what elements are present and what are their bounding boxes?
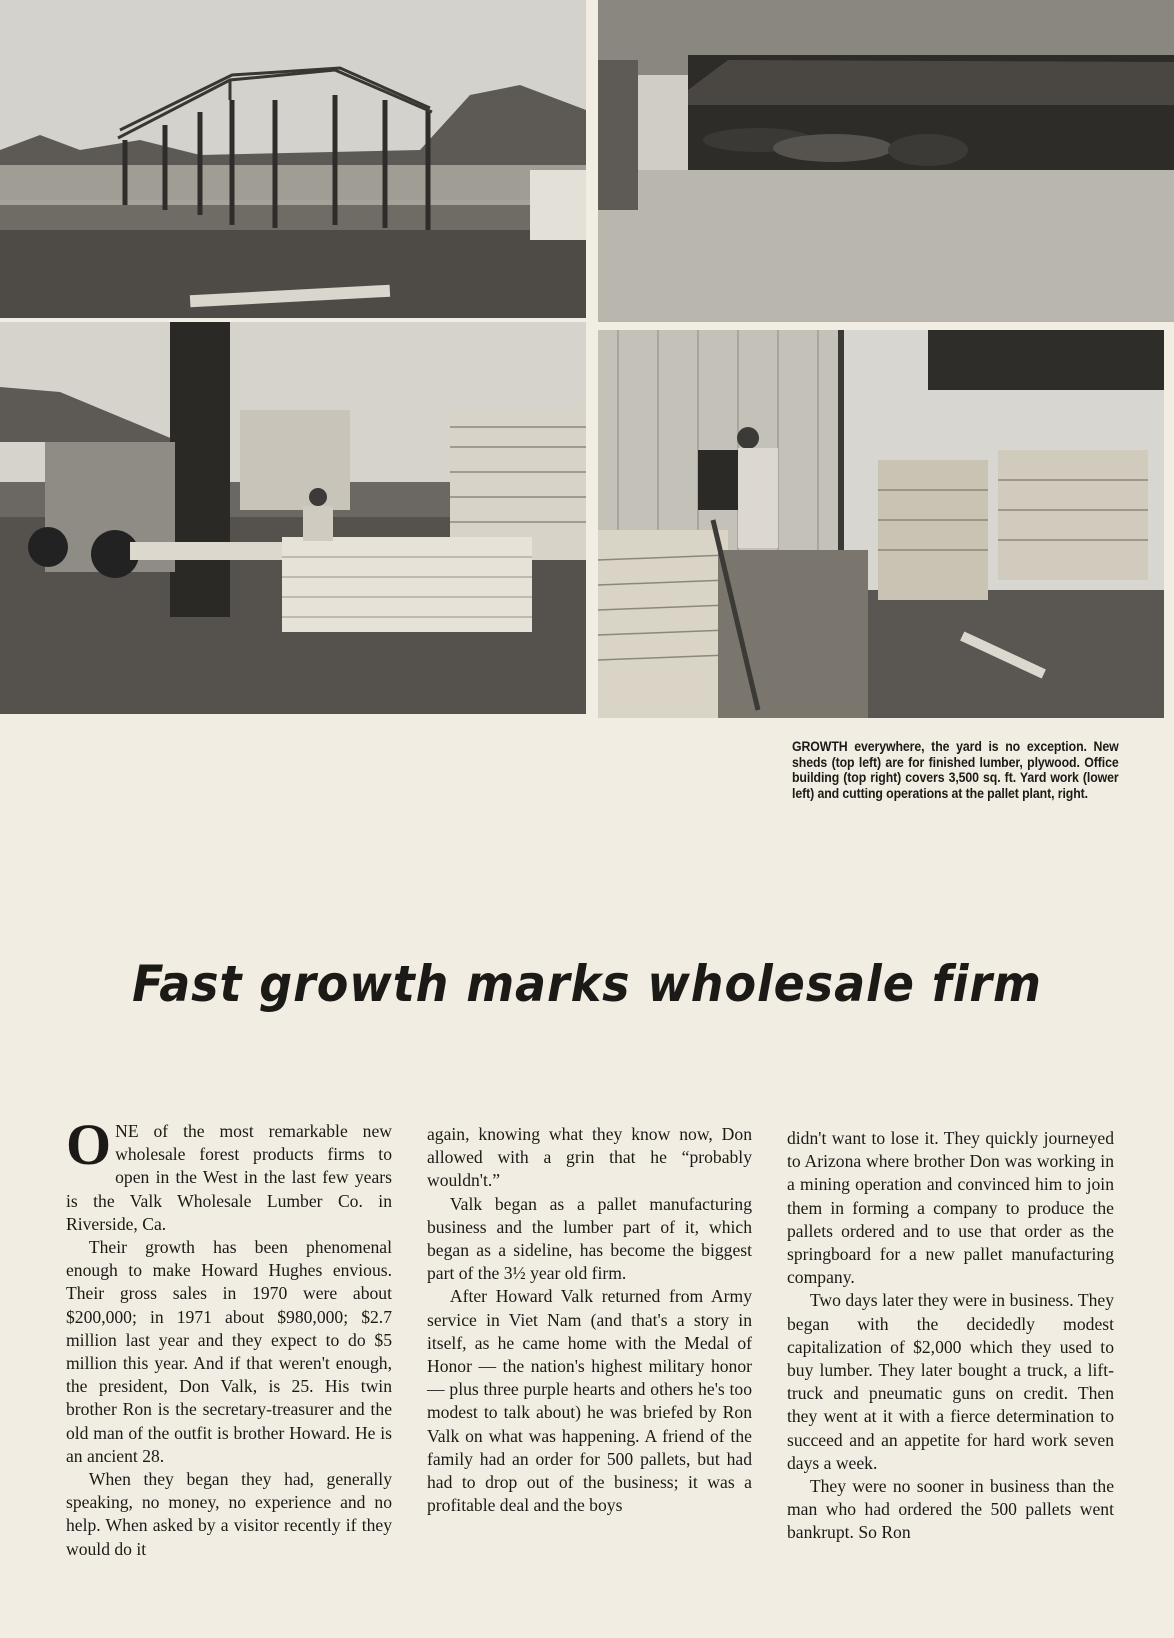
article-paragraph: When they began they had, generally speaking, no money, no experience and no help. When asked by a visitor recently if they would do it: [66, 1469, 392, 1559]
article-column-3: [787, 1127, 1114, 1545]
article-paragraph: didn't want to lose it. They quickly journeyed to Arizona where brother Don was working in a mining operation and convinced him to join them in forming a company to produce the pallets ordered and to use that order as the springboard for a new pallet manufacturing company.: [787, 1128, 1114, 1288]
article-headline: Fast growth marks wholesale firm: [132, 955, 1042, 1013]
new-sheds-photo: [0, 0, 586, 318]
pallet-plant-photo: [598, 330, 1164, 718]
article-paragraph: Their growth has been phenomenal enough to make Howard Hughes envious. Their gross sales in 1970 were about $200,000; in 1971 about $980,000; $2.7 million last year and they expect to do $5 million this year. And if that weren't enough, the president, Don Valk, is 25. His twin brother Ron is the secretary-treasurer and the old man of the outfit is brother Howard. He is an ancient 28.: [66, 1237, 392, 1466]
article-paragraph: again, knowing what they know now, Don allowed with a grin that he “probably wouldn't.”: [427, 1124, 752, 1191]
article-paragraph: After Howard Valk returned from Army service in Viet Nam (and that's a story in itself, as he came home with the Medal of Honor — the nation's highest military honor — plus three purple hearts and others he's too modest to talk about) he was briefed by Ron Valk on what was happening. A friend of the family had an order for 500 pallets, but had had to drop out of the business; it was a profitable deal and the boys: [427, 1286, 752, 1516]
office-building-photo: [598, 0, 1174, 322]
caption-text: everywhere, the yard is no exception. New sheds (top left) are for finished lumber, plywood. Office building (top right) covers 3,500 sq. ft. Yard work (lower left) and cutting operations at the pallet plant, right.: [792, 739, 1119, 801]
caption-lead: GROWTH: [792, 739, 848, 754]
photo-caption: [792, 739, 1119, 801]
article-column-1: [66, 1112, 392, 1561]
article-paragraph: They were no sooner in business than the man who had ordered the 500 pallets went bankrupt. So Ron: [787, 1476, 1114, 1543]
first-paragraph-text: NE of the most remarkable new wholesale forest products firms to open in the West in the last few years is the Valk Wholesale Lumber Co. in Riverside, Ca.: [66, 1121, 392, 1234]
article-paragraph: Valk began as a pallet manufacturing business and the lumber part of it, which began as a sideline, has become the biggest part of the 3½ year old firm.: [427, 1193, 752, 1284]
drop-cap: O: [66, 1112, 112, 1177]
article-column-2: [427, 1123, 752, 1517]
yard-work-photo: [0, 322, 586, 714]
article-paragraph: Two days later they were in business. They began with the decidedly modest capitalization of $2,000 which they used to buy lumber. They later bought a truck, a lift-truck and pneumatic guns on credit. Then they went at it with a fierce determination to succeed and an appetite for hard work seven days a week.: [787, 1290, 1114, 1473]
article-paragraph: [66, 1112, 392, 1236]
